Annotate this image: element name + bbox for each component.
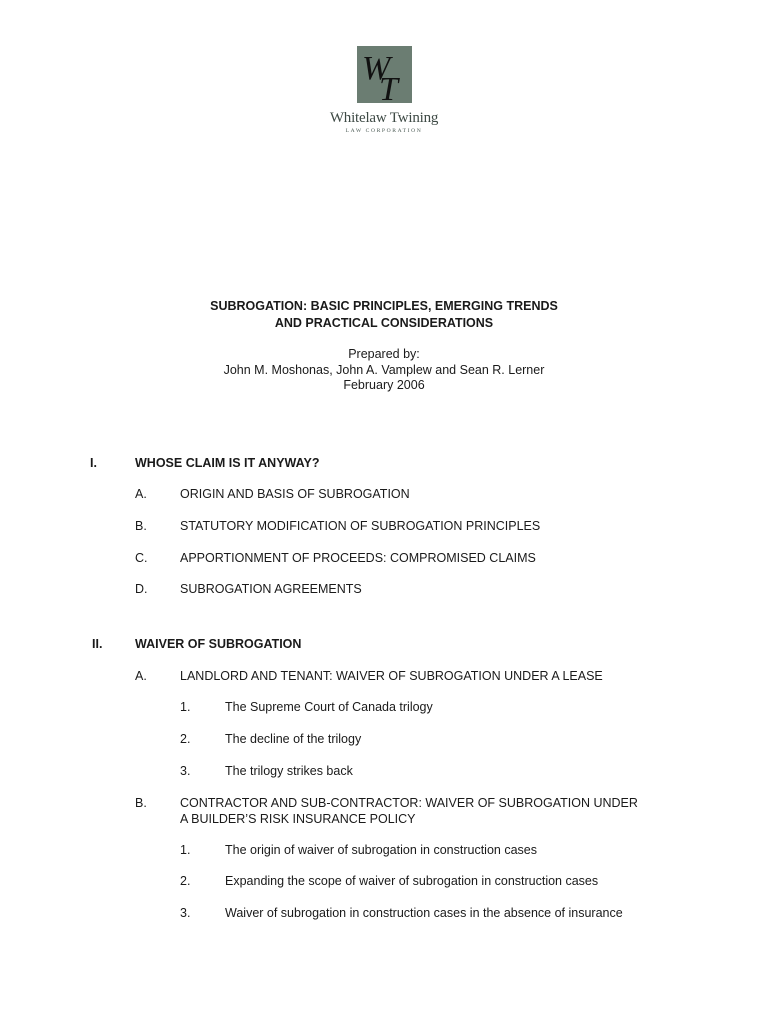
item-letter: A. — [135, 669, 147, 683]
item-text: SUBROGATION AGREEMENTS — [180, 582, 362, 596]
subitem-text: The origin of waiver of subrogation in construction cases — [225, 843, 537, 857]
subitem-number: 3. — [180, 764, 191, 778]
section-number: II. — [92, 637, 103, 651]
subitem-text: Waiver of subrogation in construction cases in the absence of insurance — [225, 906, 623, 920]
subitem-number: 2. — [180, 732, 191, 746]
logo-firm-name: Whitelaw Twining — [329, 110, 439, 126]
svg-text:W: W — [362, 50, 391, 87]
subitem-text: The trilogy strikes back — [225, 764, 353, 778]
subitem-text: The decline of the trilogy — [225, 732, 362, 746]
logo-monogram — [357, 46, 412, 103]
item-text: STATUTORY MODIFICATION OF SUBROGATION PRINCIPLES — [180, 519, 541, 533]
item-text: APPORTIONMENT OF PROCEEDS: COMPROMISED CLAIMS — [180, 551, 536, 565]
svg-text:T: T — [379, 71, 398, 103]
firm-logo — [322, 44, 446, 136]
prepared-by-label: Prepared by: — [348, 347, 420, 361]
item-text-line1: CONTRACTOR AND SUB-CONTRACTOR: WAIVER OF SUBROGATION UNDER — [180, 796, 638, 810]
section-title: WAIVER OF SUBROGATION — [135, 637, 302, 651]
document-date: February 2006 — [343, 378, 425, 392]
section-number: I. — [90, 456, 97, 470]
item-text-line2: A BUILDER’S RISK INSURANCE POLICY — [180, 812, 416, 826]
logo-firm-subtitle: LAW CORPORATION — [345, 128, 423, 134]
authors: John M. Moshonas, John A. Vamplew and Sean R. Lerner — [223, 363, 545, 377]
subitem-number: 1. — [180, 843, 191, 857]
subitem-text: Expanding the scope of waiver of subrogation in construction cases — [225, 874, 599, 888]
subitem-number: 1. — [180, 700, 191, 714]
item-text: LANDLORD AND TENANT: WAIVER OF SUBROGATION UNDER A LEASE — [180, 669, 603, 683]
item-letter: D. — [135, 582, 148, 596]
subitem-number: 3. — [180, 906, 191, 920]
item-letter: B. — [135, 796, 147, 810]
document-title-line1: SUBROGATION: BASIC PRINCIPLES, EMERGING TRENDS — [210, 299, 558, 313]
item-letter: B. — [135, 519, 147, 533]
logo-monogram-box — [357, 46, 412, 103]
item-letter: A. — [135, 487, 147, 501]
item-letter: C. — [135, 551, 148, 565]
document-title-line2: AND PRACTICAL CONSIDERATIONS — [274, 316, 494, 330]
section-title: WHOSE CLAIM IS IT ANYWAY? — [135, 456, 320, 470]
subitem-text: The Supreme Court of Canada trilogy — [225, 700, 433, 714]
item-text: ORIGIN AND BASIS OF SUBROGATION — [180, 487, 410, 501]
subitem-number: 2. — [180, 874, 191, 888]
